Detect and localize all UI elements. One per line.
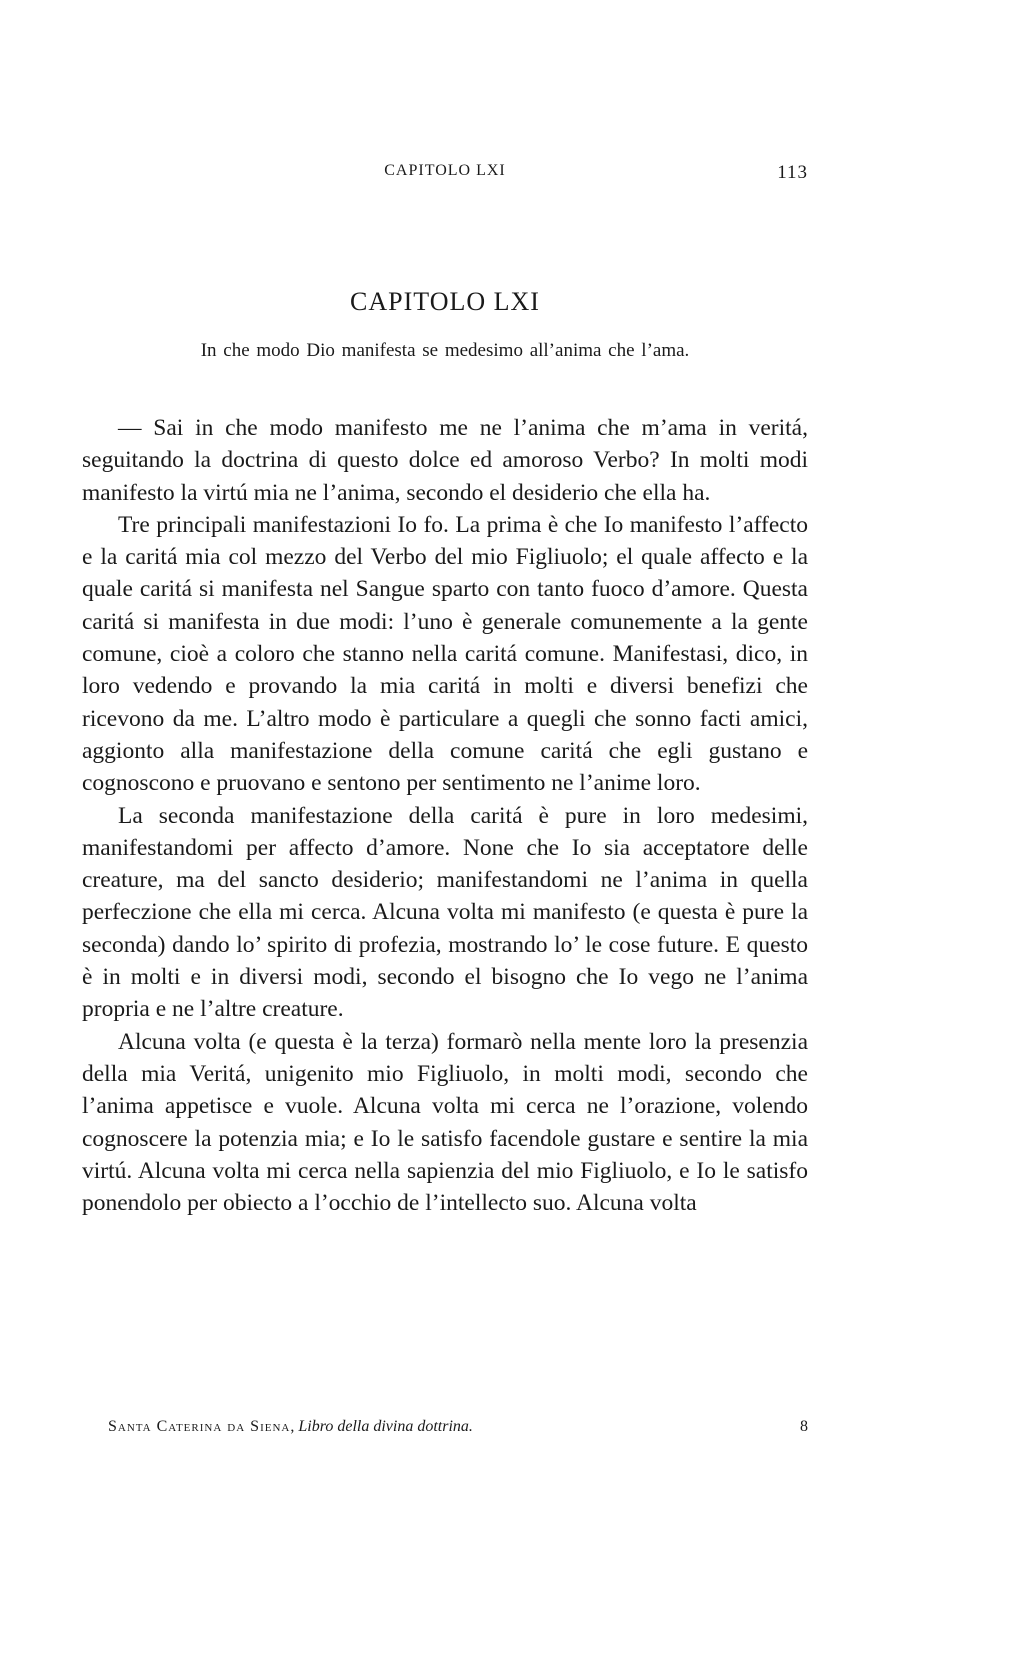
body-text <box>82 412 808 1219</box>
page-number: 113 <box>777 162 808 183</box>
page-footer <box>108 1418 808 1442</box>
signature-mark: 8 <box>800 1418 808 1435</box>
paragraph-4: Alcuna volta (e questa è la terza) formarò nella mente loro la presenzia della mia Veritá, unigenito mio Figliuolo, in molti modi, secondo che l’anima appetisce e vuole. Alcuna volta mi cerca ne l’orazione, volendo cognoscere la potenzia mia; e Io le satisfo facendole gustare e sentire la mia virtú. Alcuna volta mi cerca nella sapienzia del mio Figliuolo, e Io le satisfo ponendolo per obiecto a l’occhio de l’intellecto suo. Alcuna volta <box>82 1028 808 1217</box>
paragraph-2: Tre principali manifestazioni Io fo. La prima è che Io manifesto l’affecto e la caritá mia col mezzo del Verbo del mio Figliuolo; el quale affecto e la quale caritá si manifesta nel Sangue sparto con tanto fuoco d’amore. Questa caritá si manifesta in due modi: l’uno è generale comunemente a la gente comune, cioè a coloro che stanno nella caritá comune. Manifestasi, dico, in loro vedendo e provando la mia caritá in molti e diversi benefizi che ricevono da me. L’altro modo è particulare a quegli che sonno facti amici, aggionto alla manifestazione della comune caritá che egli gustano e cognoscono e pruovano e sentono per sentimento ne l’anime loro. <box>82 511 808 797</box>
running-head <box>82 162 808 192</box>
footer-separator: , <box>290 1418 299 1435</box>
footer-work-title: Libro della divina dottrina. <box>298 1418 473 1435</box>
paragraph-3: La seconda manifestazione della caritá è pure in loro medesimi, manifestandomi per affecto d’amore. None che Io sia acceptatore delle creature, ma del sancto desiderio; manifestandomi ne l’anima in quella perfeczione che ella mi cerca. Alcuna volta mi manifesto (e questa è pure la seconda) dando lo’ spirito di profezia, mostrando lo’ le cose future. E questo è in molti e in diversi modi, secondo el bisogno che Io vego ne l’anima propria e ne l’altre creature. <box>82 802 808 1023</box>
footer-citation <box>108 1418 473 1436</box>
paragraph-1: — Sai in che modo manifesto me ne l’anima che m’ama in veritá, seguitando la doctrina di questo dolce ed amoroso Verbo? In molti modi manifesto la virtú mia ne l’anima, secondo el desiderio che ella ha. <box>82 415 808 506</box>
chapter-title: CAPITOLO LXI <box>350 287 540 316</box>
footer-author: Santa Caterina da Siena <box>108 1418 291 1435</box>
running-title: CAPITOLO LXI <box>384 162 506 179</box>
chapter-subtitle: In che modo Dio manifesta se medesimo all’anima che l’ama. <box>200 340 690 361</box>
